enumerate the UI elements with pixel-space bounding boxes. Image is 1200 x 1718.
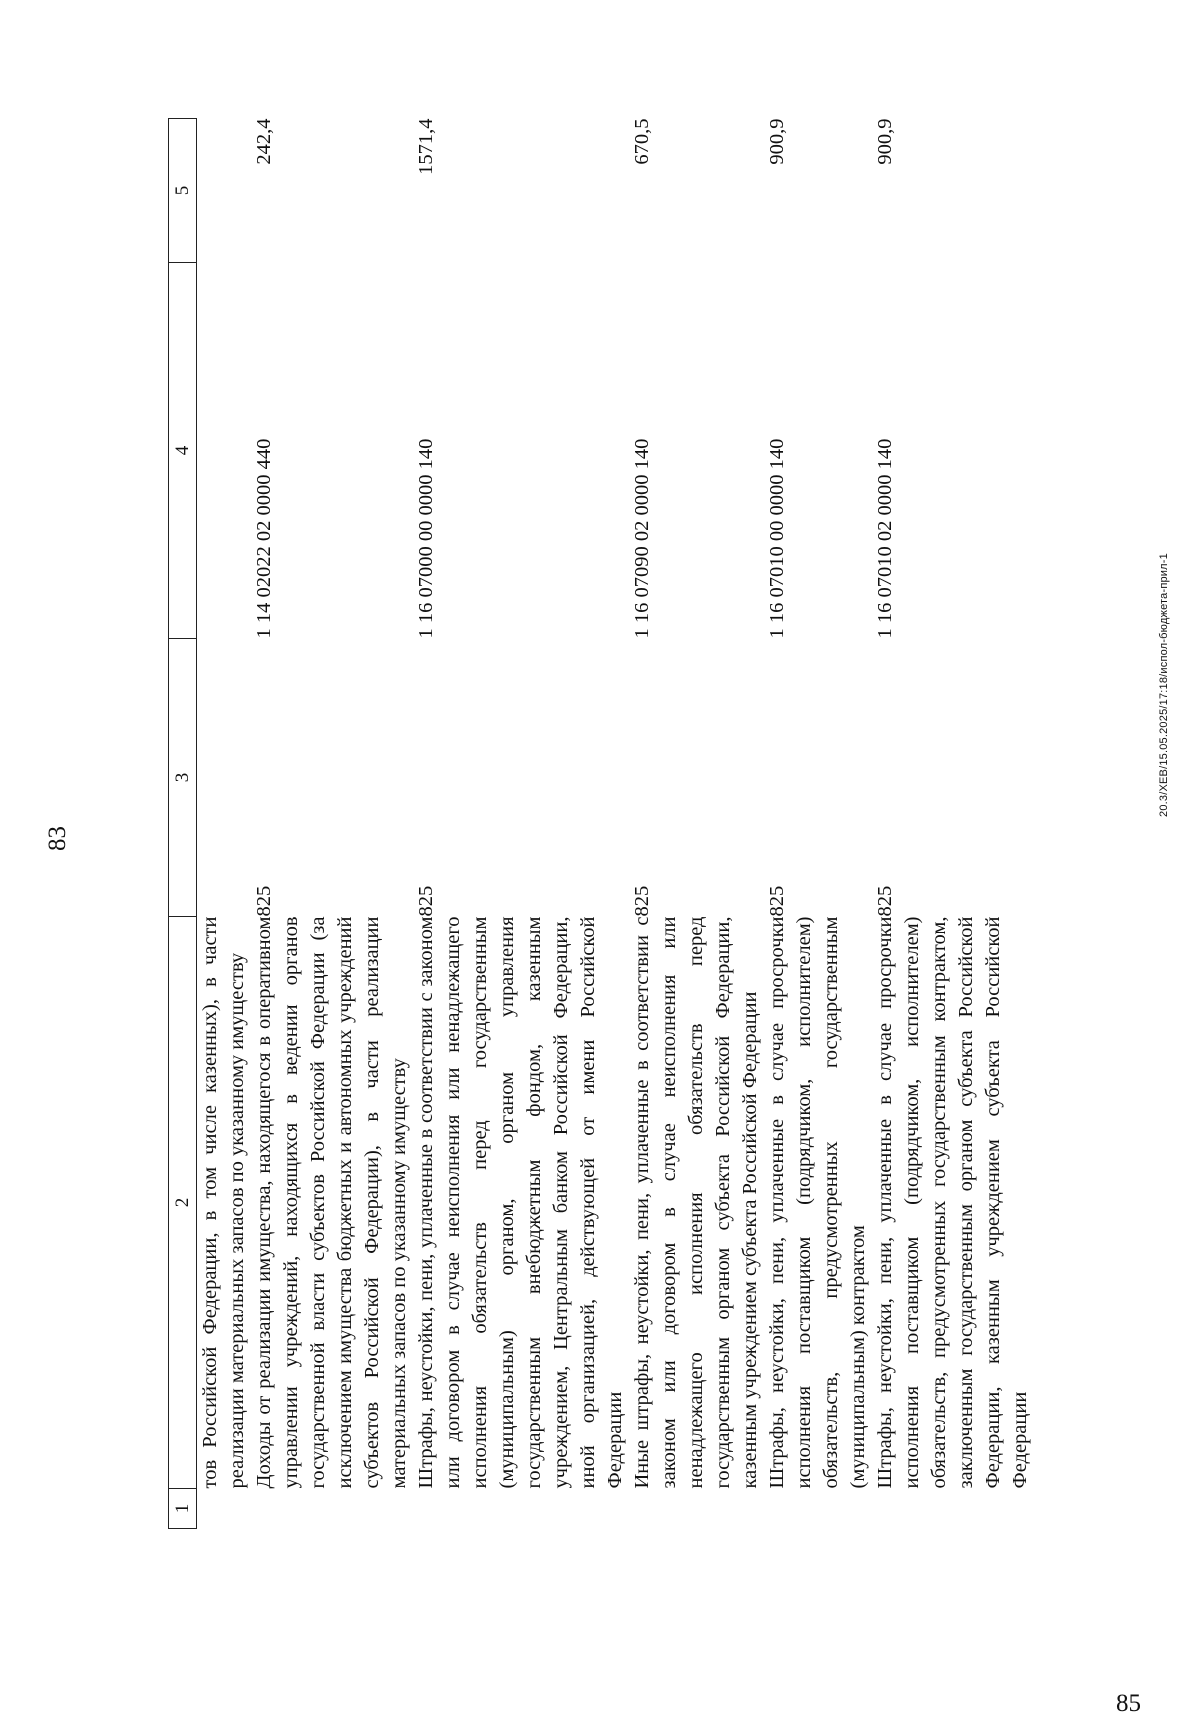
row-3-admin: 825 xyxy=(631,885,653,917)
page-number-bottom: 85 xyxy=(1116,1690,1141,1717)
table-row xyxy=(872,119,1034,1529)
column-header-4: 4 xyxy=(169,263,197,639)
row-1-admin: 825 xyxy=(253,885,275,917)
row-3-sum: 670,5 xyxy=(631,118,653,165)
table-header-row xyxy=(169,119,197,1529)
row-2-admin: 825 xyxy=(415,885,437,917)
table-row xyxy=(764,119,872,1529)
row-2-name: Штрафы, неустойки, пени, уплаченные в соответствии с законом или договором в случае неисполнения или ненадлежащего исполнения обязательств перед государственным (муниципальным) органом, органом управления государственным внебюджетным фондом, казенным учреждением, Центральным банком Российской Федерации, иной организацией, действующей от имени Российской Федерации xyxy=(415,916,626,1489)
column-header-1: 1 xyxy=(169,1489,197,1529)
row-5-code: 1 16 07010 02 0000 140 xyxy=(874,438,896,639)
column-header-5: 5 xyxy=(169,119,197,263)
row-1-name: Доходы от реализации имущества, находящегося в оперативном управлении учреждений, находящихся в ведении органов государственной власти субъектов Российской Федерации (за исключением имущества бюджетных и автономных учреждений субъектов Российской Федерации), в части реализации материальных запасов по указанному имуществу xyxy=(253,916,410,1489)
footer-stamp: 20.3/ХЕВ/15.05.2025/17:18/испол-бюджета-прил-1 xyxy=(1158,553,1170,817)
row-1-sum: 242,4 xyxy=(253,118,275,165)
row-4-code: 1 16 07010 00 0000 140 xyxy=(766,438,788,639)
column-header-2: 2 xyxy=(169,917,197,1489)
row-5-admin: 825 xyxy=(874,885,896,917)
row-2-code: 1 16 07000 00 0000 140 xyxy=(415,438,437,639)
row-1-code: 1 14 02022 02 0000 440 xyxy=(253,438,275,639)
row-4-admin: 825 xyxy=(766,885,788,917)
page-number-top: 83 xyxy=(44,826,71,851)
row-0-sum xyxy=(197,119,252,263)
column-header-3: 3 xyxy=(169,639,197,917)
revenue-table xyxy=(168,118,1034,1529)
row-0-name: тов Российской Федерации, в том числе казенных), в части реализации материальных запасов по указанному имуществу xyxy=(199,916,248,1489)
row-4-name: Штрафы, неустойки, пени, уплаченные в случае просрочки исполнения поставщиком (подрядчиком, исполнителем) обязательств, предусмотренных государственным (муниципальным) контрактом xyxy=(766,916,869,1489)
table-row xyxy=(197,119,252,1529)
row-0-admin xyxy=(197,639,252,917)
row-2-sum: 1571,4 xyxy=(415,118,437,175)
table-row xyxy=(629,119,764,1529)
row-5-name: Штрафы, неустойки, пени, уплаченные в случае просрочки исполнения поставщиком (подрядчиком, исполнителем) обязательств, предусмотренных государственным контрактом, заключенным государственным органом субъекта Российской Федерации, казенным учреждением субъекта Российской Федерации xyxy=(874,916,1031,1489)
table-row xyxy=(413,119,629,1529)
row-3-code: 1 16 07090 02 0000 140 xyxy=(631,438,653,639)
row-3-name: Иные штрафы, неустойки, пени, уплаченные в соответствии с законом или договором в случае неисполнения или ненадлежащего исполнения обязательств перед государственным органом субъекта Российской Федерации, казенным учреждением субъекта Российской Федерации xyxy=(631,916,761,1489)
row-5-sum: 900,9 xyxy=(874,118,896,165)
row-0-code xyxy=(197,263,252,639)
table-row xyxy=(251,119,413,1529)
row-4-sum: 900,9 xyxy=(766,118,788,165)
